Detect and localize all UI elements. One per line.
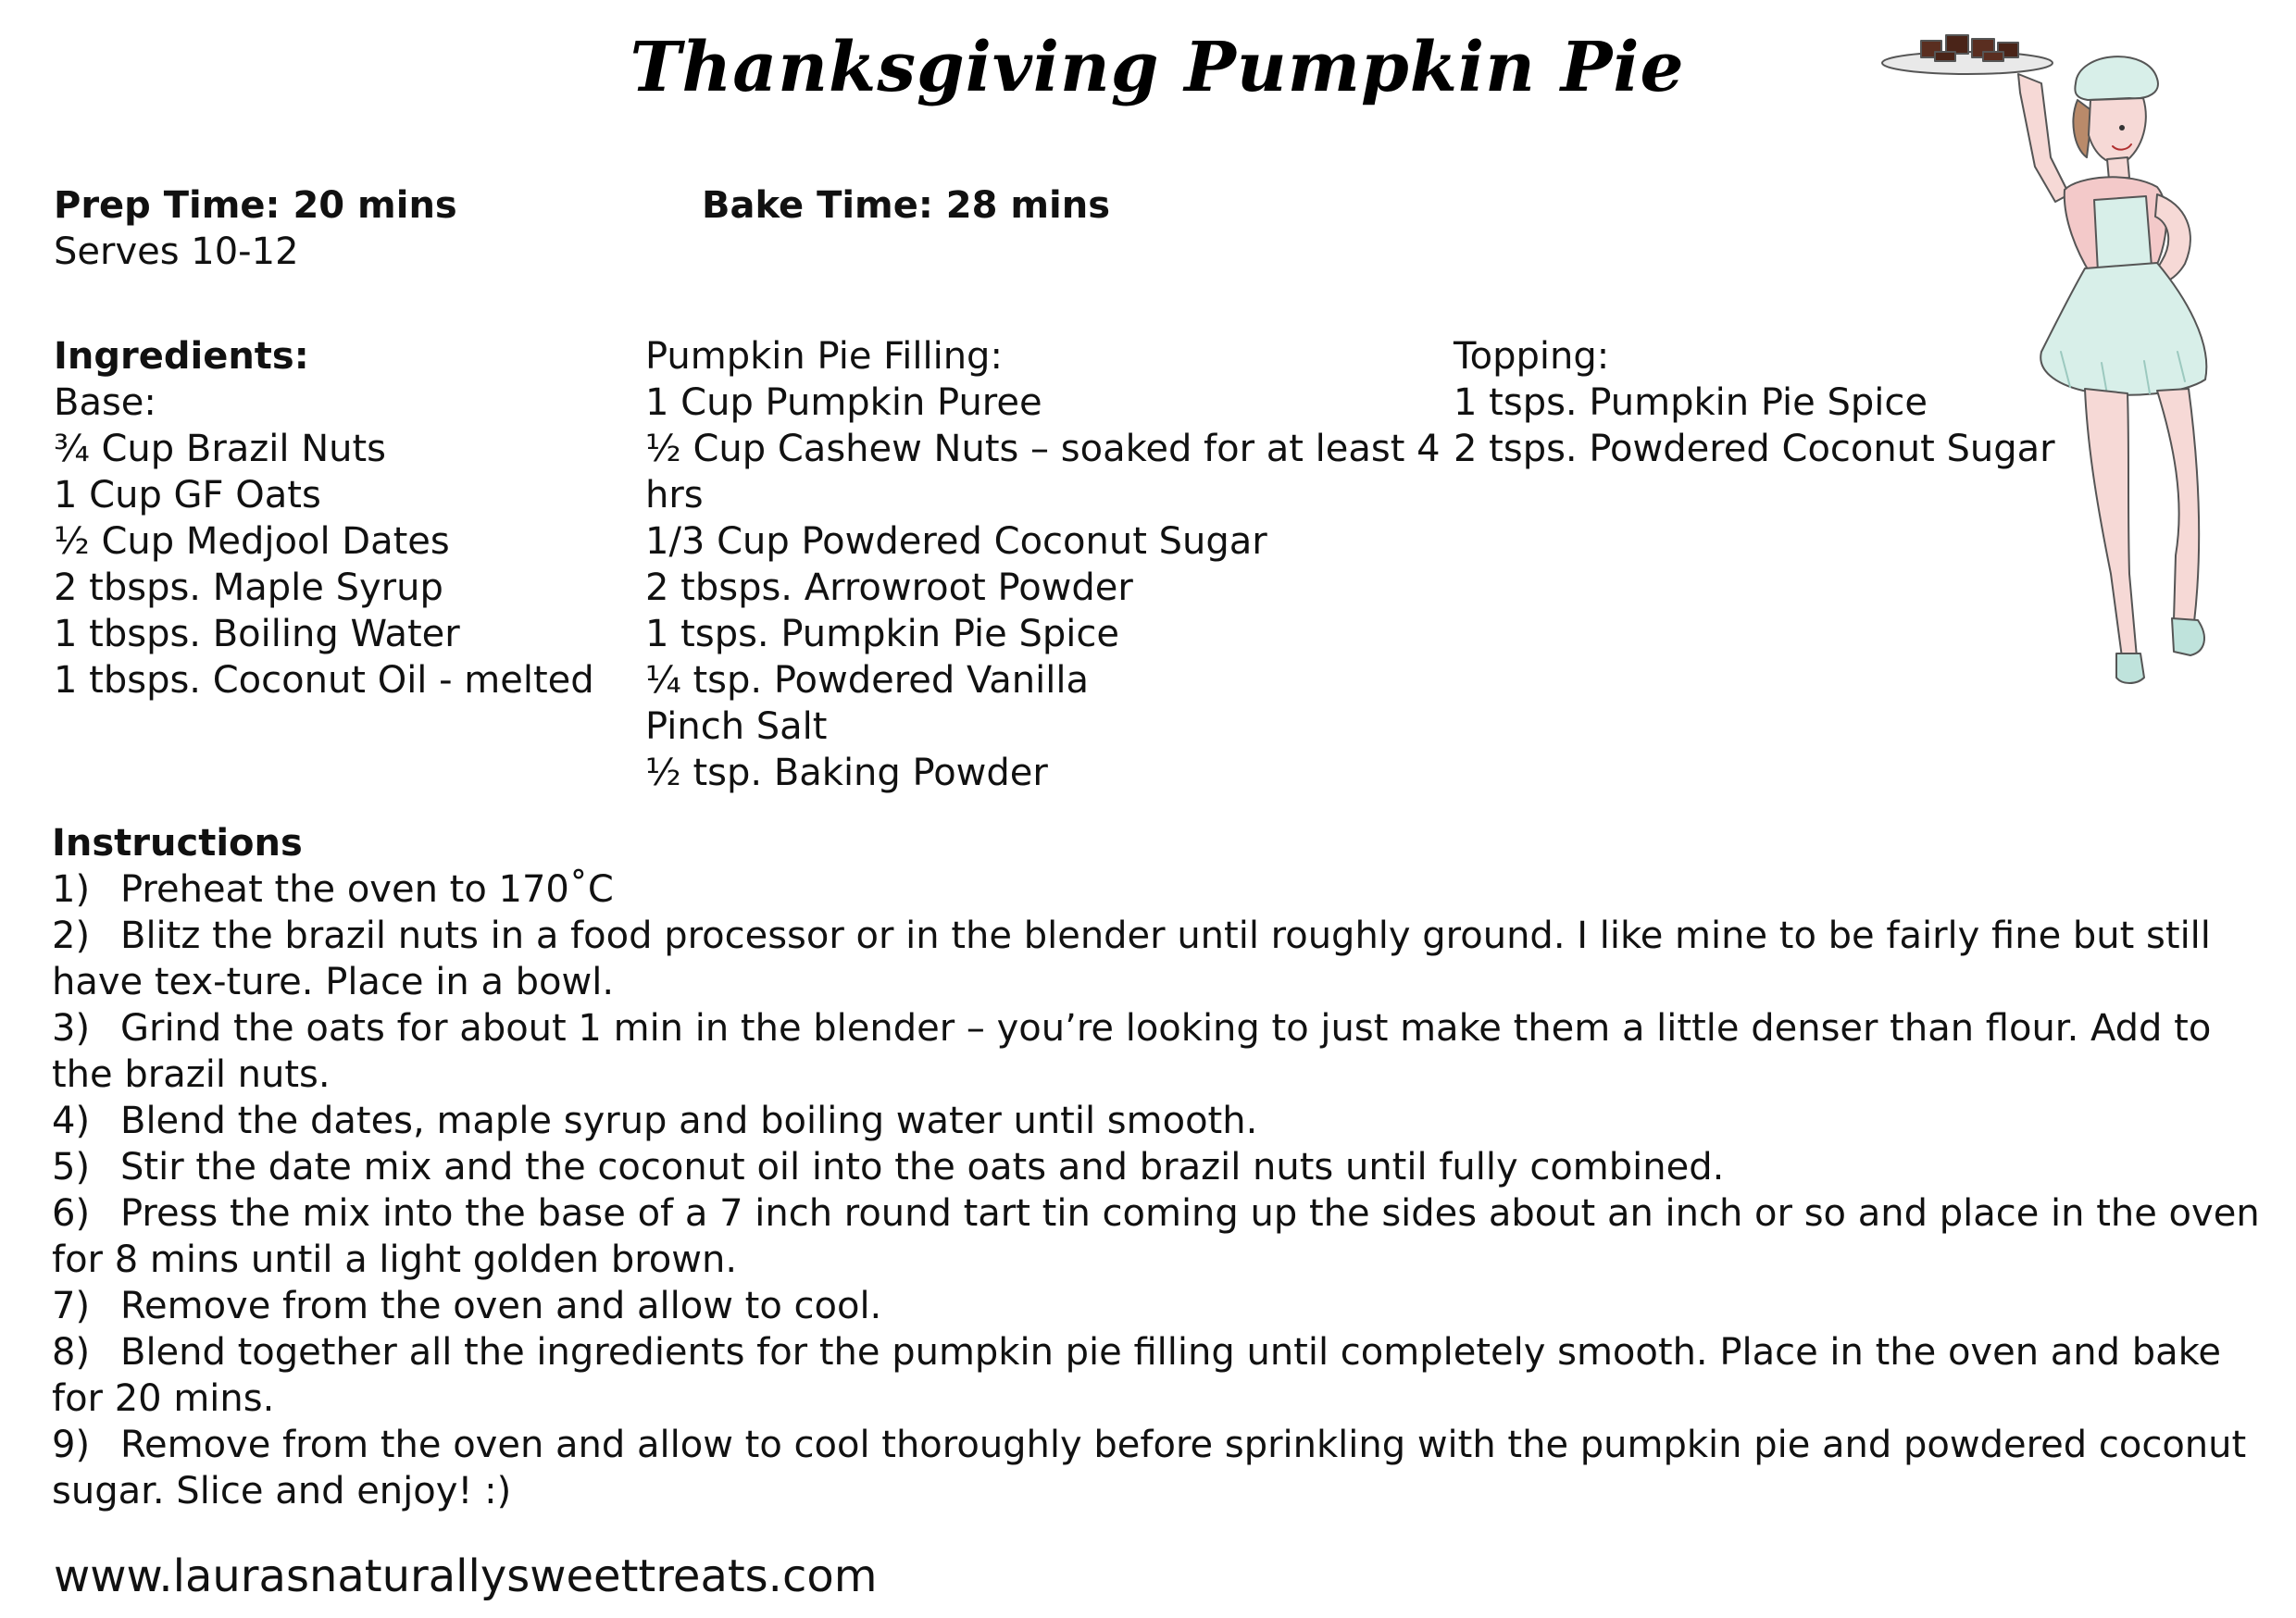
ingredient-item: 2 tbsps. Arrowroot Powder (645, 566, 1133, 609)
ingredient-item: 1 tbsps. Boiling Water (54, 613, 460, 655)
step-number: 3) (52, 1007, 91, 1050)
ingredient-item: ¾ Cup Brazil Nuts (54, 428, 387, 470)
topping-label: Topping: (1454, 335, 1610, 378)
ingredient-item: 1 Cup GF Oats (54, 474, 321, 517)
step-text: Grind the oats for about 1 min in the blender – you’re looking to just make them a little denser than flour. Add to the brazil nuts. (52, 1007, 2212, 1096)
instruction-step (52, 866, 2274, 913)
step-text: Blitz the brazil nuts in a food processor or in the blender until roughly ground. I like mine to be fairly fine but still have tex-ture. Place in a bowl. (52, 915, 2211, 1003)
ingredient-item: ½ Cup Cashew Nuts – soaked for at least 4 (645, 428, 1441, 470)
step-number: 7) (52, 1285, 91, 1327)
ingredient-item: 1 tsps. Pumpkin Pie Spice (1454, 381, 1928, 424)
ingredient-item: ¼ tsp. Powdered Vanilla (645, 659, 1089, 702)
ingredients-heading: Ingredients: (54, 335, 309, 378)
prep-time: Prep Time: 20 mins (54, 184, 457, 227)
step-number: 6) (52, 1192, 91, 1235)
serves: Serves 10-12 (54, 230, 299, 273)
step-number: 9) (52, 1424, 91, 1466)
instruction-step (52, 1098, 2274, 1144)
base-label: Base: (54, 381, 156, 424)
ingredient-item: 1/3 Cup Powdered Coconut Sugar (645, 520, 1267, 563)
step-text: Blend the dates, maple syrup and boiling water until smooth. (120, 1100, 1258, 1142)
instruction-step (52, 1144, 2274, 1190)
ingredient-item: Pinch Salt (645, 705, 828, 748)
ingredients-base-column (54, 333, 594, 703)
ingredient-item: ½ Cup Medjool Dates (54, 520, 450, 563)
instruction-step (52, 1329, 2274, 1422)
ingredient-item: 1 tsps. Pumpkin Pie Spice (645, 613, 1119, 655)
instruction-step (52, 913, 2274, 1005)
instruction-step (52, 1190, 2274, 1283)
step-text: Blend together all the ingredients for the pumpkin pie filling until completely smooth. Place in the oven and bake for 20 mins. (52, 1331, 2221, 1420)
step-text: Preheat the oven to 170˚C (120, 868, 614, 911)
ingredient-item: 1 Cup Pumpkin Puree (645, 381, 1042, 424)
instruction-step (52, 1422, 2274, 1514)
step-text: Stir the date mix and the coconut oil into the oats and brazil nuts until fully combined. (120, 1146, 1725, 1189)
ingredient-item: 1 tbsps. Coconut Oil - melted (54, 659, 594, 702)
step-number: 2) (52, 915, 91, 957)
filling-label: Pumpkin Pie Filling: (645, 335, 1003, 378)
pinup-waitress-with-brownies-illustration (1879, 19, 2277, 722)
instruction-step (52, 1005, 2274, 1098)
step-number: 5) (52, 1146, 91, 1189)
step-number: 4) (52, 1100, 91, 1142)
ingredients-filling-column (645, 333, 1441, 796)
instructions-section (52, 820, 2274, 1514)
ingredient-item: ½ tsp. Baking Powder (645, 752, 1048, 794)
instruction-step (52, 1283, 2274, 1329)
step-text: Remove from the oven and allow to cool thoroughly before sprinkling with the pumpkin pie and powdered coconut sugar. Slice and enjoy! :) (52, 1424, 2247, 1512)
ingredient-item: hrs (645, 474, 704, 517)
website-url[interactable]: www.laurasnaturallysweettreats.com (54, 1550, 878, 1602)
step-text: Remove from the oven and allow to cool. (120, 1285, 882, 1327)
step-number: 1) (52, 868, 91, 911)
recipe-title: Thanksgiving Pumpkin Pie (630, 28, 1685, 107)
step-text: Press the mix into the base of a 7 inch round tart tin coming up the sides about an inch or so and place in the oven for 8 mins until a light golden brown. (52, 1192, 2260, 1281)
step-number: 8) (52, 1331, 91, 1374)
ingredient-item: 2 tbsps. Maple Syrup (54, 566, 443, 609)
bake-time: Bake Time: 28 mins (702, 184, 1111, 227)
ingredient-item: 2 tsps. Powdered Coconut Sugar (1454, 428, 2055, 470)
instructions-heading: Instructions (52, 822, 303, 865)
